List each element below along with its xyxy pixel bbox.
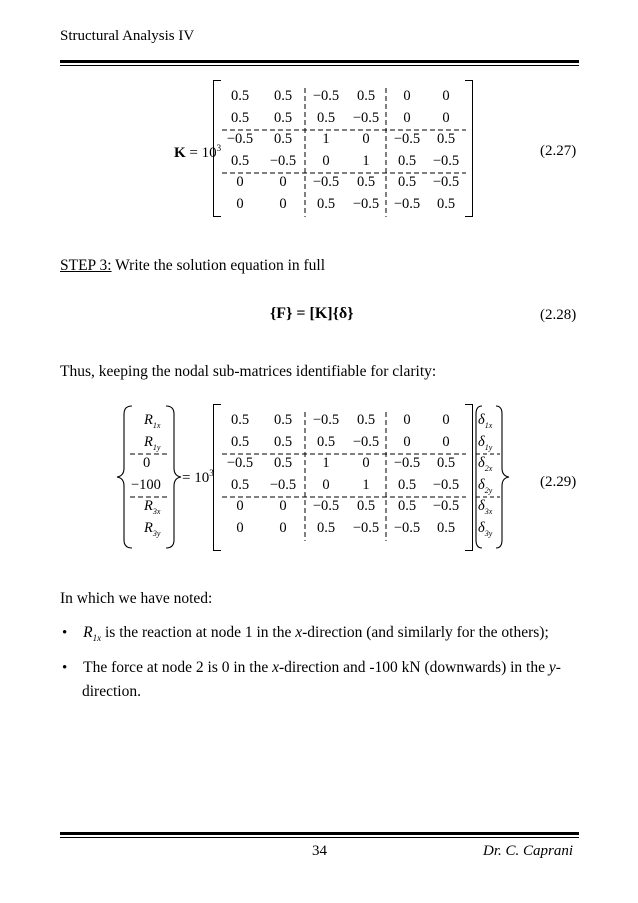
eq227-cell: 0 [362,131,370,147]
footer-author: Dr. C. Caprani [483,843,574,859]
eq229-cell: 0 [403,433,411,450]
bullet-2 [62,659,561,677]
eq229-cell: 0.5 [397,476,417,493]
step3-label: STEP 3: [60,257,112,274]
bullet-1-symbol: R [83,624,93,641]
bullet-1-subscript: 1x [92,633,102,644]
eq228-number: (2.28) [540,307,577,323]
eq227-cell: −0.5 [432,152,460,169]
eq227-cell: 0.5 [230,109,250,126]
footer-rule [60,832,579,835]
eq227-cell: 0 [279,174,287,190]
eq229-cell: −0.5 [432,476,460,493]
eq227-cell: 0 [236,195,244,212]
bullet-2-text-c: - [555,659,561,676]
eq227-cell: 1 [362,152,370,169]
bullet-2-x: x [272,659,279,676]
eq227-cell: 1 [322,131,330,147]
eq227-cell: 0 [442,88,450,104]
eq227-cell: 0.5 [356,174,376,190]
disp-vector-entry: $\delta_{2y}$ [478,476,493,495]
eq227-cell: −0.5 [352,195,380,212]
eq229-cell: −0.5 [312,412,340,428]
eq229-cell: −0.5 [432,498,460,514]
eq227-cell: 0 [403,88,411,104]
eq229-cell: 0 [236,519,244,536]
eq228-formula: {F} = [K]{δ} [270,305,354,322]
bullet-2-y: y [548,659,556,676]
bullet-1-x: x [295,624,303,641]
eq227-cell: 0.5 [273,88,293,104]
force-vector-entry: −100 [131,476,161,493]
noted-line: In which we have noted: [60,590,213,607]
eq229-cell: 0.5 [397,498,417,514]
bullet-2-line2: direction. [82,683,141,700]
thus-line: Thus, keeping the nodal sub-matrices identifiable for clarity: [60,363,437,380]
eq229-cell: −0.5 [393,519,421,536]
eq227-cell: 0 [322,152,330,169]
eq229-cell: 0.5 [316,519,336,536]
eq227-cell: −0.5 [312,88,340,104]
eq229-scale: = $10^3$ [182,468,214,486]
bullet-1-text-a: is the reaction at node 1 in the [101,624,296,641]
eq227-cell: 0.5 [273,131,293,147]
eq227-number: (2.27) [540,143,577,159]
eq227-cell: −0.5 [432,174,460,190]
eq229-cell: 1 [362,476,370,493]
eq229-cell: 0 [362,455,370,471]
eq229-cell: 0.5 [273,412,293,428]
eq229-cell: 0 [403,412,411,428]
header-title: Structural Analysis IV [60,28,195,44]
eq227-cell: 0 [403,109,411,126]
eq227-cell: 0.5 [397,174,417,190]
eq227-cell: 0.5 [316,195,336,212]
disp-vector-entry: $\delta_{3y}$ [478,519,493,538]
eq227-cell: 0 [279,195,287,212]
eq229-cell: 0.5 [273,433,293,450]
eq229-number: (2.29) [540,474,577,490]
eq229-cell: −0.5 [352,519,380,536]
bullet-2-dot: • [62,660,68,676]
force-vector-entry: 0 [143,455,151,471]
eq227-cell: −0.5 [393,195,421,212]
eq229-cell: 0 [442,433,450,450]
footer-rule-thin [60,837,579,838]
disp-vector-entry: $\delta_{3x}$ [478,498,493,516]
eq229-cell: 0 [442,412,450,428]
eq229-cell: 0.5 [230,412,250,428]
eq229-cell: −0.5 [393,455,421,471]
eq227-cell: −0.5 [312,174,340,190]
eq227-lhs: $K = 10^3$ [174,143,222,161]
eq227-cell: 0.5 [316,109,336,126]
eq229-cell: 0 [279,498,287,514]
eq229-cell: 0.5 [230,433,250,450]
eq227-cell: 0.5 [356,88,376,104]
step3-text: Write the solution equation in full [111,257,326,274]
eq227-cell: −0.5 [269,152,297,169]
eq229-cell: 0 [279,519,287,536]
eq227-cell: 0.5 [230,152,250,169]
eq229-cell: −0.5 [226,455,254,471]
eq227-cell: 0.5 [230,88,250,104]
eq229-cell: −0.5 [269,476,297,493]
bullet-1-text-b: -direction (and similarly for the others); [302,624,549,641]
eq229-cell: 1 [322,455,330,471]
eq229-cell: 0.5 [316,433,336,450]
eq229-cell: 0 [322,476,330,493]
eq227-cell: 0 [442,109,450,126]
eq229-cell: −0.5 [352,433,380,450]
eq229-cell: −0.5 [312,498,340,514]
bullet-1-dot: • [62,625,68,641]
disp-vector-entry: $\delta_{1x}$ [478,412,493,430]
eq229-cell: 0.5 [436,519,456,536]
bullet-2-text-b: -direction and -100 kN (downwards) in the [278,659,549,676]
force-vector-entry: $R_{1y}$ [144,433,161,452]
eq227-cell: 0.5 [436,131,456,147]
force-vector-entry: $R_{3y}$ [144,519,161,538]
eq229-cell: 0.5 [356,412,376,428]
eq227-cell: −0.5 [226,131,254,147]
eq227-cell: 0 [236,174,244,190]
eq229-cell: 0.5 [356,498,376,514]
eq229-cell: 0.5 [230,476,250,493]
force-vector-entry: $R_{1x}$ [144,412,161,430]
disp-vector-entry: $\delta_{2x}$ [478,455,493,473]
disp-vector-entry: $\delta_{1y}$ [478,433,493,452]
eq229-cell: 0 [236,498,244,514]
bullet-1 [62,624,549,643]
eq227-cell: 0.5 [397,152,417,169]
eq227-cell: −0.5 [393,131,421,147]
bullet-2-text-a: The force at node 2 is 0 in the [83,659,273,676]
force-vector-entry: $R_{3x}$ [144,498,161,516]
eq229-cell: 0.5 [273,455,293,471]
eq229-cell: 0.5 [436,455,456,471]
eq227-cell: 0.5 [273,109,293,126]
eq227-cell: −0.5 [352,109,380,126]
footer-page-number: 34 [312,843,327,859]
eq227-cell: 0.5 [436,195,456,212]
